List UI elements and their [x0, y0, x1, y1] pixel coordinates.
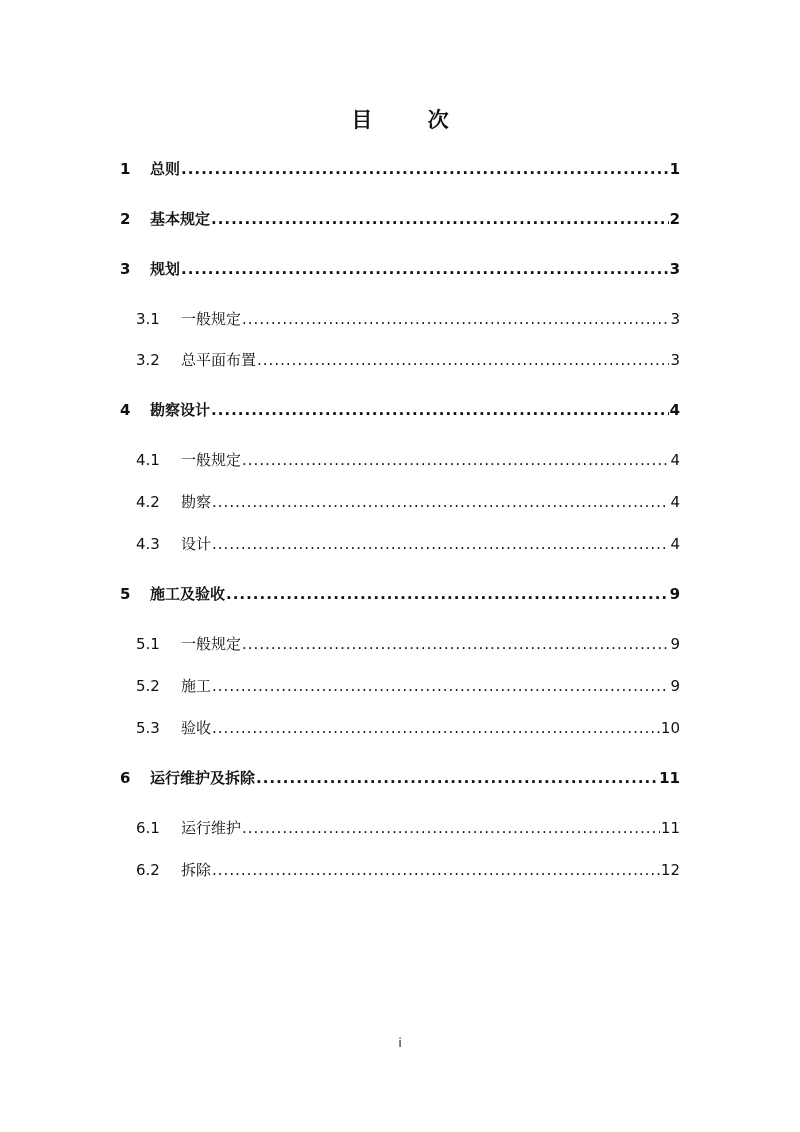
- toc-leader: [212, 533, 669, 555]
- page-number: i: [398, 1036, 402, 1050]
- toc-entry[interactable]: [120, 258, 680, 280]
- toc-number: 4.1: [136, 451, 160, 469]
- toc-label: 验收: [181, 719, 212, 737]
- toc-page: 2: [669, 210, 680, 228]
- toc-label: 一般规定: [181, 451, 242, 469]
- toc-label: 设计: [181, 535, 212, 553]
- toc-leader: [211, 399, 669, 421]
- toc-label: 拆除: [181, 861, 212, 879]
- page-title: 目 次: [351, 108, 473, 132]
- toc-number: 5.3: [136, 719, 160, 737]
- toc-number: 1: [120, 160, 131, 178]
- toc-entry[interactable]: [120, 817, 680, 839]
- toc-number: 3.2: [136, 351, 160, 369]
- toc-leader: [242, 817, 660, 839]
- toc-leader: [242, 633, 669, 655]
- toc-leader: [242, 449, 669, 471]
- toc-leader: [181, 258, 669, 280]
- toc-number: 6.1: [136, 819, 160, 837]
- toc-entry[interactable]: [120, 349, 680, 371]
- toc-label: 总平面布置: [181, 351, 257, 369]
- toc-entry[interactable]: [120, 158, 680, 180]
- toc-entry[interactable]: [120, 208, 680, 230]
- toc-number: 5.2: [136, 677, 160, 695]
- toc-number: 2: [120, 210, 131, 228]
- toc-label: 施工及验收: [150, 585, 226, 603]
- toc-page: 9: [670, 635, 680, 653]
- toc-page: 9: [669, 585, 680, 603]
- toc-label: 运行维护及拆除: [150, 769, 256, 787]
- toc-leader: [257, 349, 669, 371]
- toc-page: 3: [669, 260, 680, 278]
- toc-leader: [226, 583, 669, 605]
- toc-leader: [212, 491, 669, 513]
- toc-leader: [242, 308, 669, 330]
- toc-number: 3.1: [136, 310, 160, 328]
- toc-number: 4: [120, 401, 131, 419]
- toc-label: 勘察: [181, 493, 212, 511]
- toc-number: 5: [120, 585, 131, 603]
- toc-page: 11: [660, 819, 680, 837]
- toc-label: 基本规定: [150, 210, 211, 228]
- toc-entry[interactable]: [120, 308, 680, 330]
- toc-entry[interactable]: [120, 767, 680, 789]
- toc-page: 9: [670, 677, 680, 695]
- toc-page: 4: [670, 493, 680, 511]
- toc-page: 1: [669, 160, 680, 178]
- toc-entry[interactable]: [120, 491, 680, 513]
- toc-leader: [212, 675, 669, 697]
- toc-leader: [181, 158, 669, 180]
- toc-label: 规划: [150, 260, 181, 278]
- toc-entry[interactable]: [120, 675, 680, 697]
- toc-leader: [212, 859, 660, 881]
- toc-label: 勘察设计: [150, 401, 211, 419]
- toc-number: 4.2: [136, 493, 160, 511]
- toc-number: 6: [120, 769, 131, 787]
- toc-entry[interactable]: [120, 583, 680, 605]
- toc-page: 3: [670, 310, 680, 328]
- toc-entry[interactable]: [120, 717, 680, 739]
- toc-label: 一般规定: [181, 635, 242, 653]
- toc-page: 4: [670, 451, 680, 469]
- toc-number: 4.3: [136, 535, 160, 553]
- toc-page: 12: [660, 861, 680, 879]
- toc-label: 运行维护: [181, 819, 242, 837]
- toc-label: 总则: [150, 160, 181, 178]
- toc-entry[interactable]: [120, 533, 680, 555]
- toc-entry[interactable]: [120, 633, 680, 655]
- toc-number: 6.2: [136, 861, 160, 879]
- toc-number: 3: [120, 260, 131, 278]
- toc-label: 施工: [181, 677, 212, 695]
- toc-leader: [212, 717, 660, 739]
- toc-page: 10: [660, 719, 680, 737]
- toc-entry[interactable]: [120, 399, 680, 421]
- toc-entry[interactable]: [120, 449, 680, 471]
- toc-number: 5.1: [136, 635, 160, 653]
- toc-page: 3: [670, 351, 680, 369]
- toc-leader: [256, 767, 658, 789]
- toc-entry[interactable]: [120, 859, 680, 881]
- toc-label: 一般规定: [181, 310, 242, 328]
- toc-leader: [211, 208, 669, 230]
- toc-page: 11: [659, 769, 680, 787]
- toc-page: 4: [670, 535, 680, 553]
- toc-page: 4: [669, 401, 680, 419]
